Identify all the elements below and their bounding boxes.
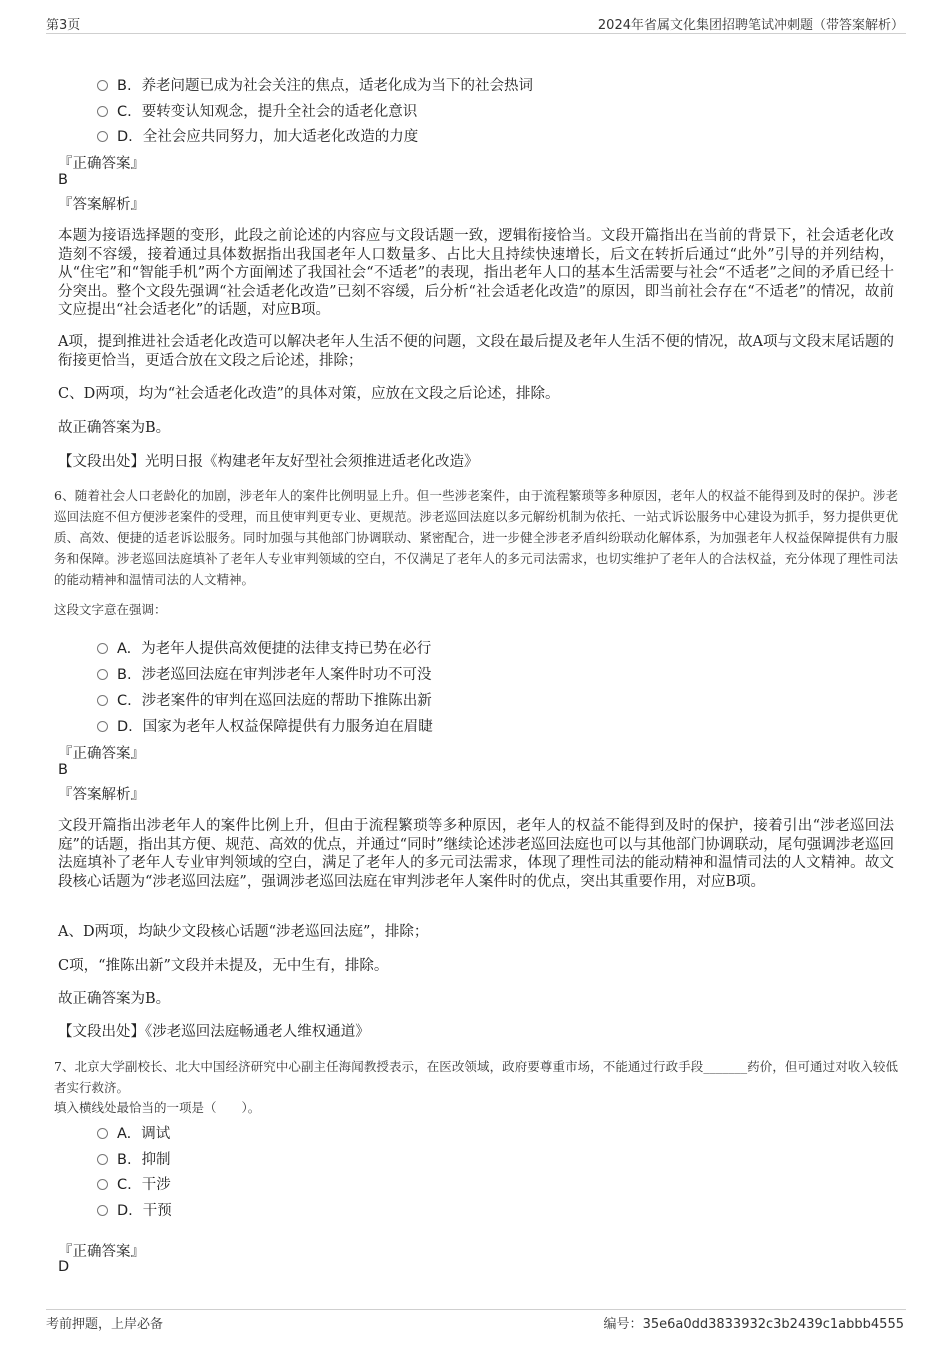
page-number: 第3页 (46, 18, 81, 33)
q6-answer: B (58, 762, 68, 778)
q7-answer: D (58, 1259, 70, 1275)
q7-option-c[interactable]: C. 干涉 (97, 1173, 171, 1194)
q5-option-d[interactable]: D. 全社会应共同努力，加大适老化改造的力度 (97, 125, 418, 146)
q6-option-b[interactable]: B. 涉老巡回法庭在审判涉老年人案件时功不可没 (97, 663, 432, 684)
footer-code-label: 编号： (603, 1317, 643, 1332)
q7-question: 7、北京大学副校长、北大中国经济研究中心副主任海闻教授表示，在医改领域，政府要尊重市场，不能通过行政手段_______药价，但可通过对收入较低者实行救济。 (54, 1059, 898, 1095)
radio-icon[interactable] (97, 1205, 108, 1216)
header-divider (46, 33, 906, 34)
q5-analysis-paragraph: A项，提到推进社会适老化改造可以解决老年人生活不便的问题，文段在最后提及老年人生活不便的情况，故A项与文段末尾话题的衔接更恰当，更适合放在文段之后论述，排除； (58, 334, 894, 369)
q6-analysis-paragraph: 文段开篇指出涉老年人的案件比例上升，但由于流程繁琐等多种原因，老年人的权益不能得到及时的保护，接着引出“涉老巡回法庭”的话题，指出其方便、规范、高效的优点，并通过“同时”继续论述涉老巡回法庭也可以与其他部门协调联动，尾句强调涉老巡回法庭填补了老年人专业审判领域的空白，满足了老年人的多元司法需求，体现了理性司法的能动精神和温情司法的人文精神。故文段核心话题为“涉老巡回法庭”，强调涉老巡回法庭在审判涉老年人案件时的优点，突出其重要作用，对应B项。 (58, 818, 894, 890)
radio-icon[interactable] (97, 80, 108, 91)
q5-answer-label: 『正确答案』 (58, 156, 145, 172)
q6-analysis-label: 『答案解析』 (58, 787, 145, 803)
radio-icon[interactable] (97, 131, 108, 142)
q6-analysis-paragraph: A、D两项，均缺少文段核心话题“涉老巡回法庭”，排除； (58, 924, 429, 940)
q6-analysis-paragraph: C项，“推陈出新”文段并未提及，无中生有，排除。 (58, 958, 389, 974)
q6-source: 【文段出处】《涉老巡回法庭畅通老人维权通道》 (58, 1024, 370, 1040)
q6-option-c[interactable]: C. 涉老案件的审判在巡回法庭的帮助下推陈出新 (97, 689, 432, 710)
q5-answer: B (58, 172, 68, 188)
q7-answer-label: 『正确答案』 (58, 1244, 145, 1260)
radio-icon[interactable] (97, 106, 108, 117)
footer-code (604, 1313, 904, 1332)
q6-prompt: 这段文字意在强调： (54, 602, 167, 617)
q5-analysis-paragraph: C、D两项，均为“社会适老化改造”的具体对策，应放在文段之后论述，排除。 (58, 386, 560, 402)
radio-icon[interactable] (97, 1179, 108, 1190)
q7-option-d[interactable]: D. 干预 (97, 1199, 172, 1220)
q5-option-c[interactable]: C. 要转变认知观念，提升全社会的适老化意识 (97, 100, 417, 121)
q6-option-a[interactable]: A. 为老年人提供高效便捷的法律支持已势在必行 (97, 637, 431, 658)
q7-option-a[interactable]: A. 调试 (97, 1122, 170, 1143)
radio-icon[interactable] (97, 1128, 108, 1139)
footer-code-value: 35e6a0dd3833932c3b2439c1abbb4555 (642, 1317, 904, 1332)
document-title: 2024年省属文化集团招聘笔试冲刺题（带答案解析） (597, 18, 904, 33)
q7-prompt: 填入横线处最恰当的一项是（ ）。 (54, 1100, 261, 1115)
q7-option-b[interactable]: B. 抑制 (97, 1148, 171, 1169)
footer-slogan: 考前押题，上岸必备 (46, 1317, 164, 1332)
q6-answer-label: 『正确答案』 (58, 746, 145, 762)
q5-analysis-paragraph: 故正确答案为B。 (58, 420, 171, 436)
q5-source: 【文段出处】光明日报《构建老年友好型社会须推进适老化改造》 (58, 454, 479, 470)
q5-analysis-label: 『答案解析』 (58, 197, 145, 213)
footer-divider (46, 1309, 906, 1310)
q6-analysis-paragraph: 故正确答案为B。 (58, 991, 171, 1007)
radio-icon[interactable] (97, 669, 108, 680)
radio-icon[interactable] (97, 643, 108, 654)
q6-question: 6、随着社会人口老龄化的加剧，涉老年人的案件比例明显上升。但一些涉老案件，由于流程繁琐等多种原因，老年人的权益不能得到及时的保护。涉老巡回法庭不但方便涉老案件的受理，而且使审判更专业、更规范。涉老巡回法庭以多元解纷机制为依托、一站式诉讼服务中心建设为抓手，努力提供更优质、高效、便捷的适老诉讼服务。同时加强与其他部门协调联动、紧密配合，进一步健全涉老矛盾纠纷联动化解体系，为加强老年人权益保障提供有力服务和保障。涉老巡回法庭填补了老年人专业审判领域的空白，不仅满足了老年人的多元司法需求，也切实维护了老年人的合法权益，充分体现了理性司法的能动精神和温情司法的人文精神。 (54, 488, 898, 587)
q5-option-b[interactable]: B. 养老问题已成为社会关注的焦点，适老化成为当下的社会热词 (97, 74, 533, 95)
radio-icon[interactable] (97, 721, 108, 732)
radio-icon[interactable] (97, 695, 108, 706)
q5-analysis-paragraph: 本题为接语选择题的变形，此段之前论述的内容应与文段话题一致，逻辑衔接恰当。文段开篇指出在当前的背景下，社会适老化改造刻不容缓，接着通过具体数据指出我国老年人口数量多、占比大且持续快速增长，后文在转折后通过“此外”引导的并列结构，从“住宅”和“智能手机”两个方面阐述了我国社会“不适老”的表现，指出老年人口的基本生活需要与社会“不适老”之间的矛盾已经十分突出。整个文段先强调“社会适老化改造”已刻不容缓，后分析“社会适老化改造”的原因，即当前社会存在“不适老”的情况，故前文应提出“社会适老化”的话题，对应B项。 (58, 228, 894, 318)
radio-icon[interactable] (97, 1154, 108, 1165)
q6-option-d[interactable]: D. 国家为老年人权益保障提供有力服务迫在眉睫 (97, 715, 433, 736)
